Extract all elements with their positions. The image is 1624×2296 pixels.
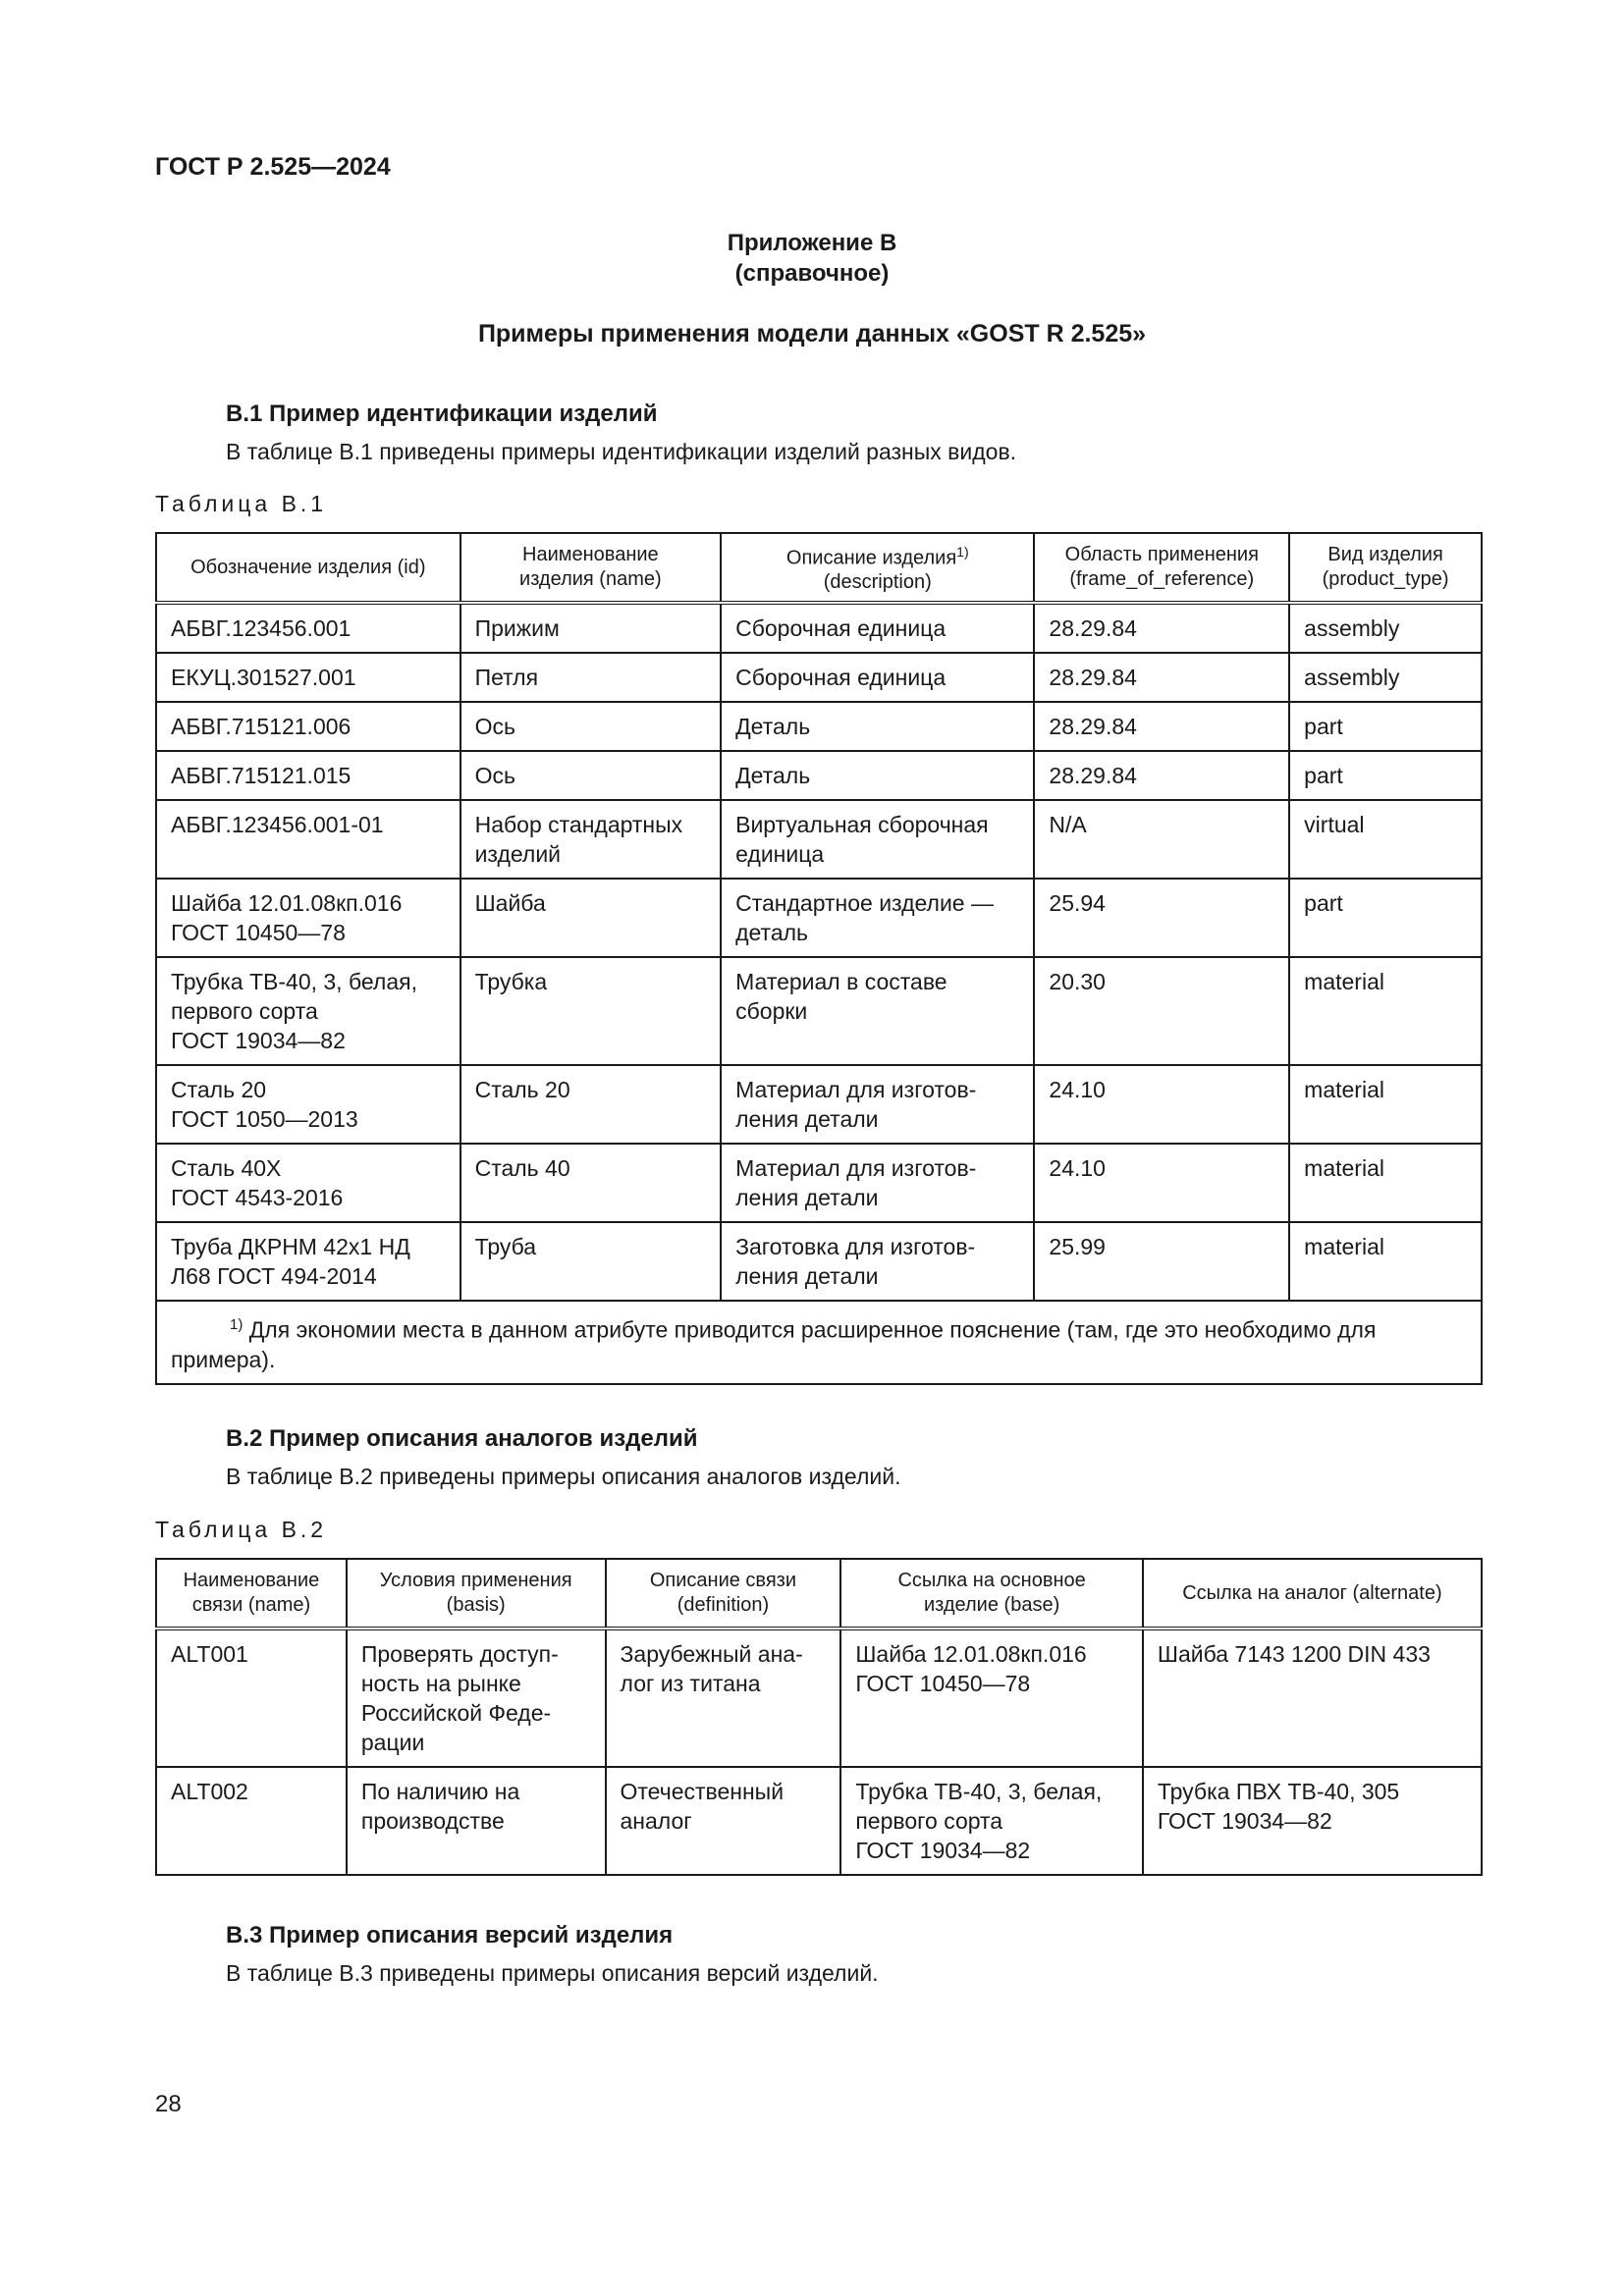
table-cell: Трубка: [460, 957, 722, 1065]
table-cell: Сборочная единица: [721, 653, 1034, 702]
table-cell: 25.94: [1034, 879, 1289, 957]
section-heading-b3: В.3 Пример описания версий изделия: [226, 1922, 674, 1949]
column-header: Наименование изделия (name): [460, 533, 722, 603]
table-cell: ALT001: [156, 1629, 347, 1767]
table-cell: Трубка ПВХ ТВ-40, 305 ГОСТ 19034—82: [1143, 1767, 1482, 1875]
table-cell: Заготовка для изготов- ления детали: [721, 1222, 1034, 1301]
column-header: Вид изделия (product_type): [1289, 533, 1482, 603]
table-cell: Материал для изготов- ления детали: [721, 1065, 1034, 1144]
table-row: [156, 603, 1482, 653]
table-cell: Материал для изготов- ления детали: [721, 1144, 1034, 1222]
column-header: Область применения (frame_of_reference): [1034, 533, 1289, 603]
table-row: [156, 879, 1482, 957]
footnote-text: Для экономии места в данном атрибуте приводится расширенное пояснение (там, где это необходимо для примера).: [171, 1316, 1377, 1372]
table-cell: Зарубежный ана- лог из титана: [606, 1629, 841, 1767]
table-cell: Проверять доступ- ность на рынке Российской Феде- рации: [347, 1629, 606, 1767]
section-heading-b1: В.1 Пример идентификации изделий: [226, 400, 658, 427]
table-cell: Трубка ТВ-40, 3, белая, первого сорта ГОСТ 19034—82: [840, 1767, 1143, 1875]
page-number: 28: [155, 2091, 182, 2117]
table-cell: 25.99: [1034, 1222, 1289, 1301]
column-header: [721, 533, 1034, 603]
table-cell: ALT002: [156, 1767, 347, 1875]
table-row: [156, 751, 1482, 800]
column-header: Условия применения (basis): [347, 1559, 606, 1629]
table-cell: material: [1289, 1065, 1482, 1144]
table-row: [156, 702, 1482, 751]
column-header: Наименование связи (name): [156, 1559, 347, 1629]
table-cell: Ось: [460, 751, 722, 800]
table-row: [156, 1767, 1482, 1875]
annex-heading: [0, 228, 1624, 289]
table-cell: Шайба: [460, 879, 722, 957]
table-cell: material: [1289, 957, 1482, 1065]
table-cell: 28.29.84: [1034, 653, 1289, 702]
table-cell: 24.10: [1034, 1144, 1289, 1222]
column-header-sub: (description): [823, 571, 932, 594]
section-text-b2: В таблице В.2 приведены примеры описания аналогов изделий.: [226, 1464, 901, 1489]
table-cell: part: [1289, 751, 1482, 800]
table-caption-b1: Таблица В.1: [155, 491, 328, 516]
table-cell: assembly: [1289, 603, 1482, 653]
table-row: [156, 1629, 1482, 1767]
table-row: [156, 957, 1482, 1065]
table-cell: По наличию на производстве: [347, 1767, 606, 1875]
table-cell: АБВГ.715121.006: [156, 702, 460, 751]
table-cell: assembly: [1289, 653, 1482, 702]
table-row: [156, 1065, 1482, 1144]
table-cell: Труба ДКРНМ 42х1 НД Л68 ГОСТ 494-2014: [156, 1222, 460, 1301]
table-cell: Виртуальная сборочная единица: [721, 800, 1034, 879]
table-footnote: [156, 1301, 1482, 1384]
column-header: Ссылка на основное изделие (base): [840, 1559, 1143, 1629]
annex-kind: (справочное): [734, 260, 890, 287]
table-header-row: [156, 533, 1482, 603]
table-cell: part: [1289, 879, 1482, 957]
page-title: Примеры применения модели данных «GOST R 2.525»: [477, 320, 1147, 347]
product-identification-table: [155, 532, 1483, 1385]
annex-label: Приложение В: [727, 230, 897, 256]
table-cell: Материал в составе сборки: [721, 957, 1034, 1065]
table-cell: АБВГ.123456.001: [156, 603, 460, 653]
column-header: Описание связи (definition): [606, 1559, 841, 1629]
table-cell: Деталь: [721, 751, 1034, 800]
table-cell: Трубка ТВ-40, 3, белая, первого сорта ГОСТ 19034—82: [156, 957, 460, 1065]
table-cell: Набор стандартных изделий: [460, 800, 722, 879]
section-text-b3: В таблице В.3 приведены примеры описания версий изделий.: [226, 1960, 879, 1986]
table-row: [156, 1144, 1482, 1222]
column-header: Ссылка на аналог (alternate): [1143, 1559, 1482, 1629]
table-header-row: [156, 1559, 1482, 1629]
table-cell: Деталь: [721, 702, 1034, 751]
table-row: [156, 800, 1482, 879]
table-cell: Петля: [460, 653, 722, 702]
footnote-ref: 1): [956, 543, 969, 560]
table-cell: Прижим: [460, 603, 722, 653]
table-cell: Отечественный аналог: [606, 1767, 841, 1875]
column-header: Обозначение изделия (id): [156, 533, 460, 603]
table-cell: part: [1289, 702, 1482, 751]
footnote-mark: 1): [230, 1316, 244, 1333]
table-cell: 28.29.84: [1034, 702, 1289, 751]
table-cell: Стандартное изделие — деталь: [721, 879, 1034, 957]
table-cell: Сталь 40Х ГОСТ 4543-2016: [156, 1144, 460, 1222]
column-header-text: Описание изделия: [785, 547, 957, 569]
table-cell: Сталь 20 ГОСТ 1050—2013: [156, 1065, 460, 1144]
table-cell: 24.10: [1034, 1065, 1289, 1144]
table-cell: АБВГ.123456.001-01: [156, 800, 460, 879]
table-row: [156, 1222, 1482, 1301]
table-cell: Сборочная единица: [721, 603, 1034, 653]
table-cell: Шайба 12.01.08кп.016 ГОСТ 10450—78: [840, 1629, 1143, 1767]
table-cell: 20.30: [1034, 957, 1289, 1065]
table-cell: Шайба 12.01.08кп.016 ГОСТ 10450—78: [156, 879, 460, 957]
section-heading-b2: В.2 Пример описания аналогов изделий: [226, 1425, 698, 1452]
table-cell: N/A: [1034, 800, 1289, 879]
table-cell: АБВГ.715121.015: [156, 751, 460, 800]
table-cell: Сталь 40: [460, 1144, 722, 1222]
table-footnote-row: [156, 1301, 1482, 1384]
table-cell: 28.29.84: [1034, 751, 1289, 800]
analogs-table: [155, 1558, 1483, 1876]
table-cell: virtual: [1289, 800, 1482, 879]
table-cell: 28.29.84: [1034, 603, 1289, 653]
table-cell: Труба: [460, 1222, 722, 1301]
document-header: ГОСТ Р 2.525—2024: [155, 153, 391, 181]
table-row: [156, 653, 1482, 702]
table-cell: Ось: [460, 702, 722, 751]
table-caption-b2: Таблица В.2: [155, 1517, 328, 1542]
table-cell: ЕКУЦ.301527.001: [156, 653, 460, 702]
table-cell: Шайба 7143 1200 DIN 433: [1143, 1629, 1482, 1767]
table-cell: material: [1289, 1144, 1482, 1222]
section-text-b1: В таблице В.1 приведены примеры идентификации изделий разных видов.: [226, 439, 1017, 464]
table-cell: material: [1289, 1222, 1482, 1301]
table-cell: Сталь 20: [460, 1065, 722, 1144]
